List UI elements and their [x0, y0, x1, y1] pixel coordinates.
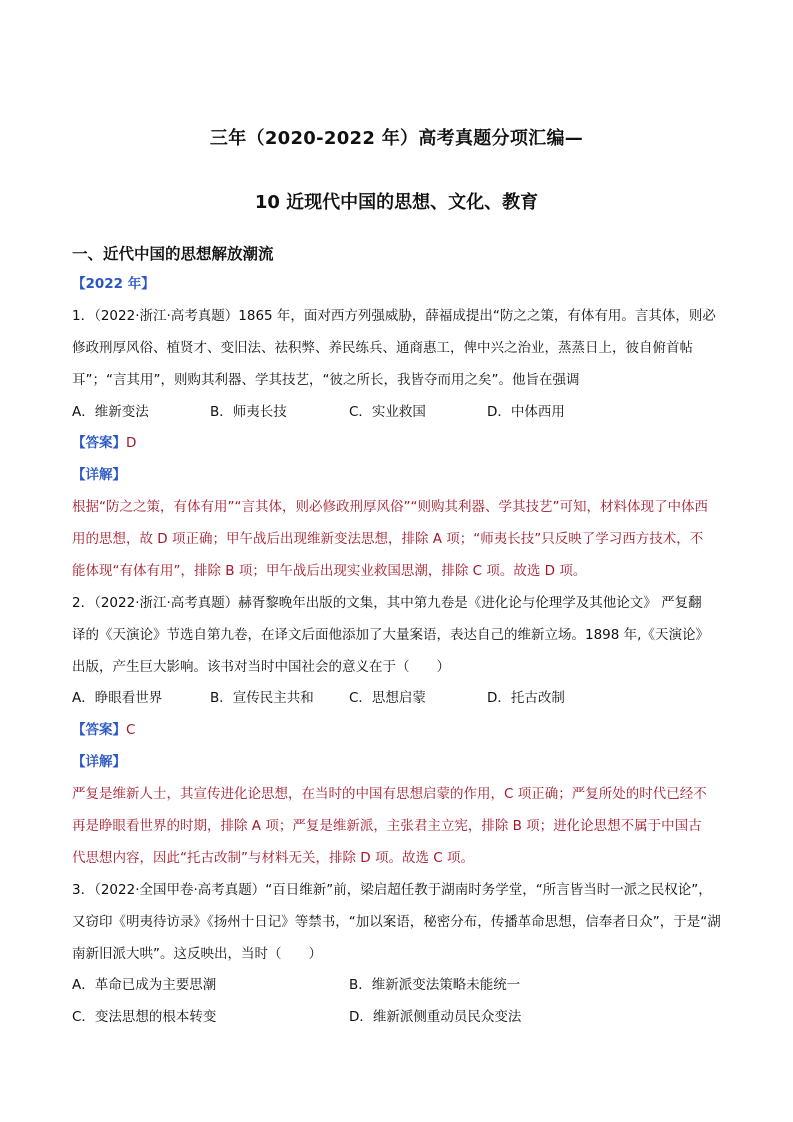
q3-option-b: B．维新派变法策略未能统一: [349, 977, 521, 993]
q1-option-c: C．实业救国: [349, 404, 426, 420]
q2-option-b: B．宣传民主共和: [210, 690, 314, 706]
year-tag: 【2022 年】: [72, 276, 155, 292]
q1-detail-line-2: 用的思想，故 D 项正确；甲午战后出现维新变法思想，排除 A 项；“师夷长技”只反映了学习西方技术，不: [72, 531, 704, 547]
q1-detail-tag: 【详解】: [72, 467, 126, 483]
q2-detail-line-3: 代思想内容，因此“托古改制”与材料无关，排除 D 项。故选 C 项。: [72, 850, 474, 866]
answer-tag: 【答案】: [72, 722, 126, 738]
q3-option-d: D．维新派侧重动员民众变法: [349, 1009, 522, 1025]
q2-answer: [72, 718, 732, 738]
q2-option-d: D．托古改制: [487, 690, 565, 706]
document-subtitle: 10 近现代中国的思想、文化、教育: [254, 192, 539, 213]
q1-detail-line-3: 能体现“有体有用”，排除 B 项；甲午战后出现实业救国思潮，排除 C 项。故选 D 项。: [72, 563, 587, 579]
q1-line-3: 耳”；“言其用”，则购其利器、学其技艺，“彼之所长，我皆夺而用之矣”。他旨在强调: [72, 372, 580, 388]
q2-detail-line-2: 再是睁眼看世界的时期，排除 A 项；严复是维新派，主张君主立宪，排除 B 项；进化论思想不属于中国古: [72, 818, 702, 834]
q1-option-a: A．维新变法: [72, 404, 149, 420]
section-heading: 一、近代中国的思想解放潮流: [72, 245, 274, 263]
q3-line-2: 又窃印《明夷待访录》《扬州十日记》等禁书，“加以案语，秘密分布，传播革命思想，信奉者日众”，于是“湖: [72, 914, 721, 930]
q2-option-a: A．睁眼看世界: [72, 690, 163, 706]
q2-answer-value: C: [126, 722, 136, 738]
q1-option-b: B．师夷长技: [210, 404, 287, 420]
q1-line-1: 1．（2022·浙江·高考真题）1865 年，面对西方列强威胁，薛福成提出“防之之策，有体有用。言其体，则必: [72, 308, 716, 324]
q2-detail-line-1: 严复是维新人士，其宣传进化论思想，在当时的中国有思想启蒙的作用，C 项正确；严复所处的时代已经不: [72, 786, 707, 802]
q2-option-c: C．思想启蒙: [349, 690, 426, 706]
q1-option-d: D．中体西用: [487, 404, 565, 420]
q3-line-3: 南新旧派大哄”。这反映出，当时（ ）: [72, 946, 322, 962]
q3-line-1: 3．（2022·全国甲卷·高考真题）“百日维新”前，梁启超任教于湖南时务学堂，“所言皆当时一派之民权论”，: [72, 882, 712, 898]
q1-answer: [72, 431, 732, 451]
q2-line-3: 出版，产生巨大影响。该书对当时中国社会的意义在于（ ）: [72, 659, 450, 675]
document-title: 三年（2020-2022 年）高考真题分项汇编—: [209, 128, 584, 149]
q1-line-2: 修政刑厚风俗、植贤才、变旧法、祛积弊、养民练兵、通商惠工，俾中兴之治业，蒸蒸日上，彼自俯首帖: [72, 340, 693, 356]
q2-line-1: 2．（2022·浙江·高考真题）赫胥黎晚年出版的文集，其中第九卷是《进化论与伦理学及其他论文》 严复翻: [72, 595, 702, 611]
answer-tag: 【答案】: [72, 435, 126, 451]
q1-answer-value: D: [126, 435, 137, 451]
q2-detail-tag: 【详解】: [72, 754, 126, 770]
q2-line-2: 译的《天演论》节选自第九卷，在译文后面他添加了大量案语，表达自己的维新立场。1898 年,《天演论》: [72, 627, 709, 643]
q3-option-a: A．革命已成为主要思潮: [72, 977, 217, 993]
q3-option-c: C．变法思想的根本转变: [72, 1009, 217, 1025]
q1-detail-line-1: 根据“防之之策，有体有用”“言其体，则必修政刑厚风俗”“则购其利器、学其技艺”可知，材料体现了中体西: [72, 499, 708, 515]
